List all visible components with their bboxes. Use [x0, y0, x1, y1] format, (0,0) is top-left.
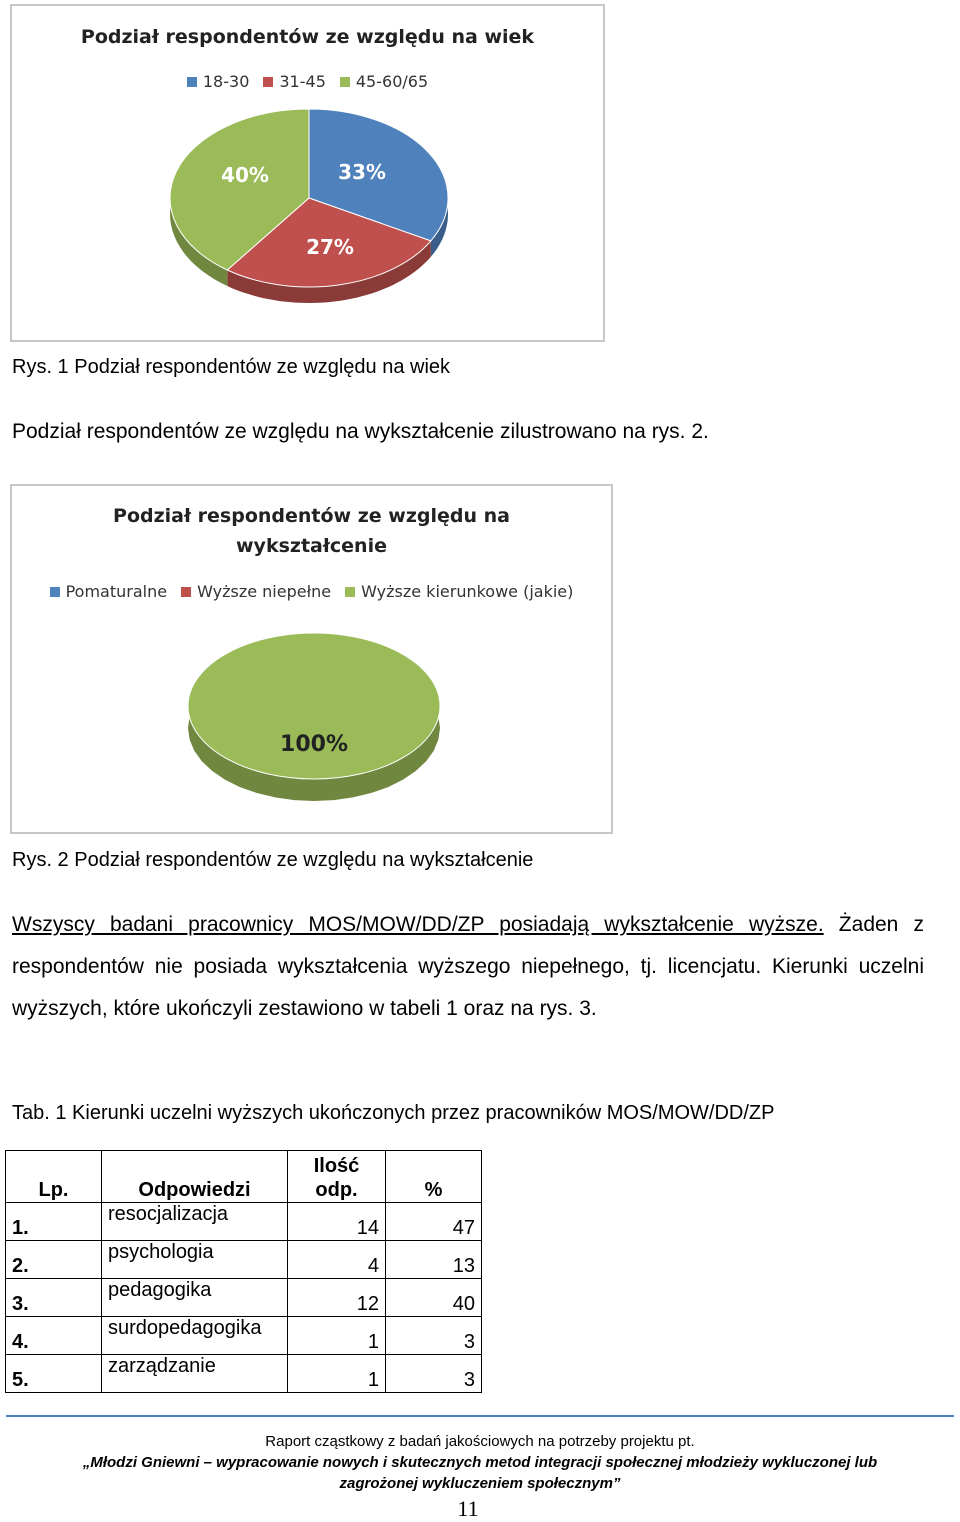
legend-item: 18-30 [187, 72, 250, 91]
education-pie [12, 486, 615, 836]
education-chart-title: Podział respondentów ze względu na wykształcenie [113, 505, 510, 557]
legend-item: 31-45 [263, 72, 326, 91]
pie-label-45-60: 40% [221, 163, 269, 187]
table-row: 3. pedagogika 12 40 [6, 1279, 482, 1317]
age-chart-title: Podział respondentów ze względu na wiek [80, 26, 535, 48]
pie-label-100: 100% [280, 732, 348, 757]
legend-item: 45-60/65 [340, 72, 428, 91]
body-paragraph [12, 904, 924, 1030]
paragraph-rest: Żaden z respondentów nie posiada wykształcenia wyższego niepełnego, tj. licencjatu. Kierunki uczelni wyższych, które ukończyli zestawiono w tabeli 1 oraz na rys. 3. [12, 913, 924, 1020]
table-caption: Tab. 1 Kierunki uczelni wyższych ukończonych przez pracowników MOS/MOW/DD/ZP [12, 1102, 775, 1124]
header-answers: Odpowiedzi [102, 1151, 288, 1203]
age-chart [10, 4, 605, 342]
legend-item: Pomaturalne [50, 582, 167, 601]
results-table [5, 1150, 482, 1393]
footer-line-2: „Młodzi Gniewni – wypracowanie nowych i skutecznych metod integracji społecznej młodzieży wykluczonej lub [82, 1454, 878, 1471]
footer-line-1: Raport cząstkowy z badań jakościowych na potrzeby projektu pt. [265, 1433, 695, 1450]
header-lp: Lp. [6, 1151, 102, 1203]
footer-line-3: zagrożonej wykluczeniem społecznym” [339, 1475, 621, 1492]
header-count: Ilość odp. [288, 1151, 386, 1203]
page-number: 11 [457, 1496, 479, 1521]
header-percent: % [386, 1151, 482, 1203]
pie-label-31-45: 27% [306, 235, 354, 259]
pie-slice-wy-sze-kierunkowe-jakie- [188, 633, 440, 779]
footer-rule [6, 1415, 954, 1417]
table-row: 5. zarządzanie 1 3 [6, 1355, 482, 1393]
legend-item: Wyższe niepełne [181, 582, 331, 601]
figure-caption-1: Rys. 1 Podział respondentów ze względu na wiek [12, 356, 451, 378]
table-row: 1. resocjalizacja 14 47 [6, 1203, 482, 1241]
table-row: 2. psychologia 4 13 [6, 1241, 482, 1279]
intro-text: Podział respondentów ze względu na wykształcenie zilustrowano na rys. 2. [12, 420, 709, 443]
table-row: 4. surdopedagogika 1 3 [6, 1317, 482, 1355]
table-header-row [6, 1151, 482, 1203]
figure-caption-2: Rys. 2 Podział respondentów ze względu na wykształcenie [12, 849, 534, 871]
legend-item: Wyższe kierunkowe (jakie) [345, 582, 573, 601]
underlined-sentence: Wszyscy badani pracownicy MOS/MOW/DD/ZP posiadają wykształcenie wyższe. [12, 913, 824, 936]
pie-label-18-30: 33% [338, 160, 386, 184]
education-chart [10, 484, 613, 834]
age-pie [12, 6, 607, 344]
